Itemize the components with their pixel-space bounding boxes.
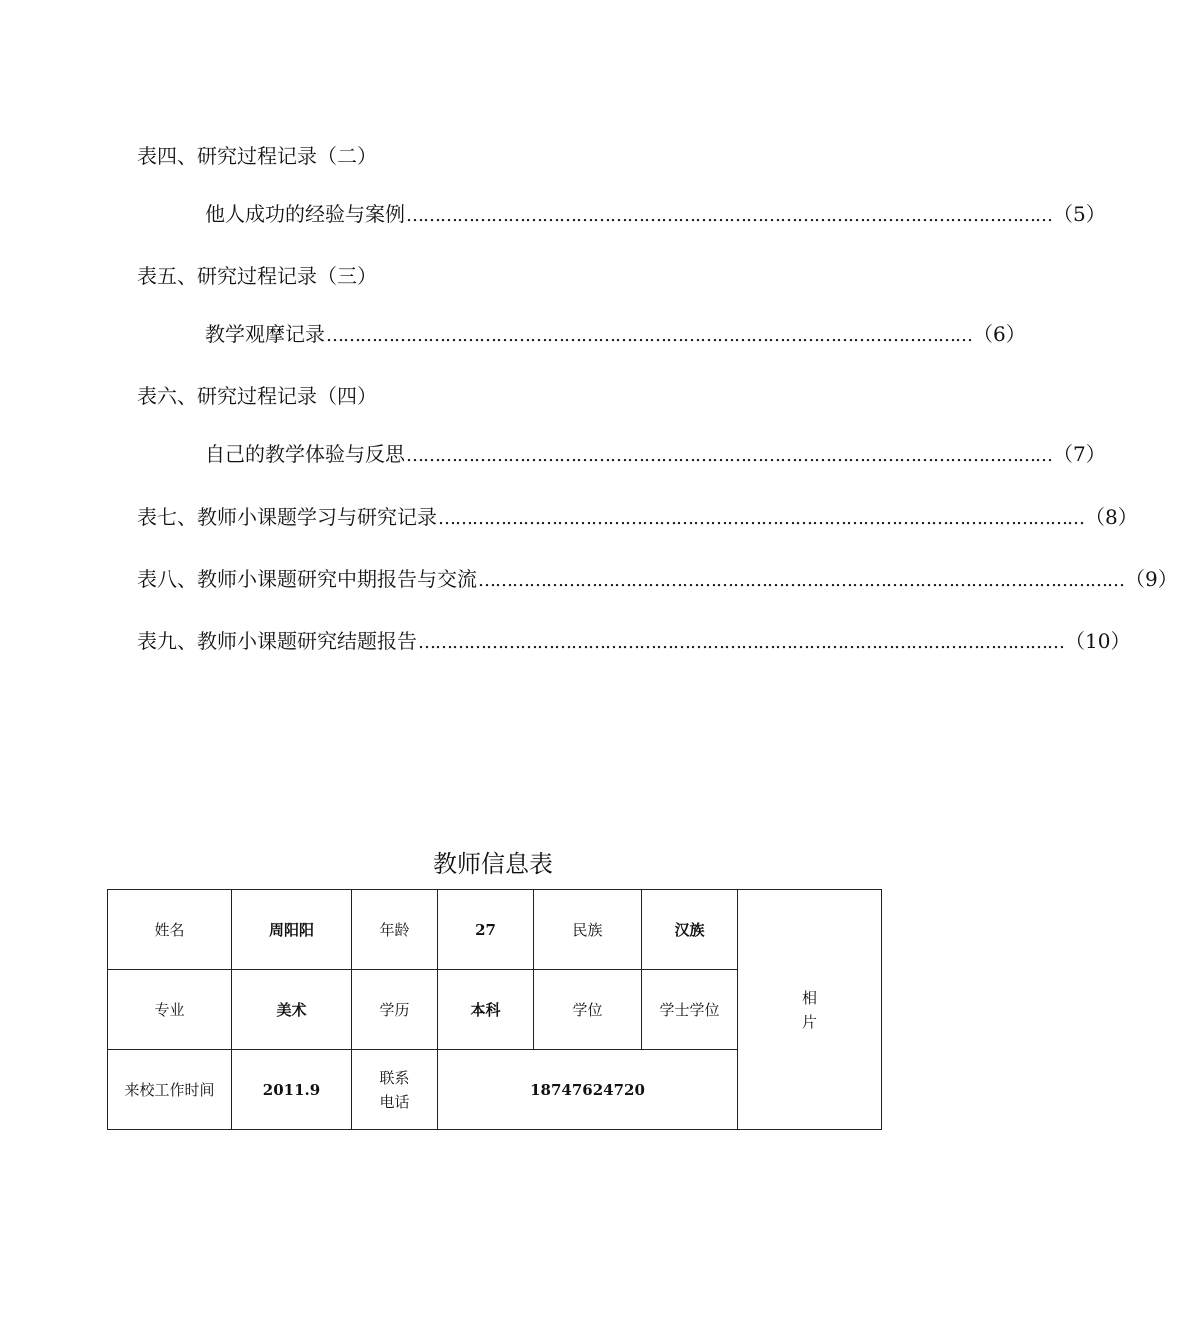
age-label: 年龄	[352, 890, 438, 970]
toc-page-number: （8）	[1085, 505, 1138, 529]
toc-entry-6[interactable]	[205, 322, 1026, 348]
toc-page-number: （10）	[1065, 629, 1131, 653]
major-label: 专业	[108, 970, 232, 1050]
toc-entry-label: 表九、教师小课题研究结题报告	[137, 629, 417, 653]
toc-page-number: （6）	[973, 322, 1026, 346]
toc-leader-dots: ……………………………………………………………………………………………………	[406, 205, 1052, 226]
toc-entry-5[interactable]	[205, 202, 1106, 228]
major-value: 美术	[232, 970, 352, 1050]
photo-label-line1: 相	[801, 988, 817, 1007]
toc-entry-label: 自己的教学体验与反思	[205, 442, 405, 466]
phone-value: 18747624720	[438, 1050, 738, 1130]
degree-value: 学士学位	[642, 970, 738, 1050]
toc-heading-6: 表六、研究过程记录（四）	[137, 384, 377, 408]
photo-cell	[738, 890, 882, 1130]
start-date-value: 2011.9	[232, 1050, 352, 1130]
toc-leader-dots: ……………………………………………………………………………………………………	[406, 445, 1052, 466]
info-table-title: 教师信息表	[433, 850, 553, 878]
toc-page-number: （5）	[1053, 202, 1106, 226]
name-label: 姓名	[108, 890, 232, 970]
ethnicity-label: 民族	[534, 890, 642, 970]
toc-heading-4: 表四、研究过程记录（二）	[137, 144, 377, 168]
age-value: 27	[438, 890, 534, 970]
toc-entry-label: 表八、教师小课题研究中期报告与交流	[137, 567, 477, 591]
table-row	[108, 890, 882, 970]
photo-label-line2: 片	[801, 1012, 817, 1031]
toc-entry-10[interactable]	[137, 629, 1131, 655]
toc-leader-dots: ……………………………………………………………………………………………………	[478, 570, 1124, 591]
phone-label-line2: 电话	[379, 1092, 410, 1111]
ethnicity-value: 汉族	[642, 890, 738, 970]
phone-label-line1: 联系	[379, 1068, 410, 1087]
toc-entry-9[interactable]	[137, 567, 1178, 593]
phone-label	[352, 1050, 438, 1130]
education-label: 学历	[352, 970, 438, 1050]
toc-entry-label: 他人成功的经验与案例	[205, 202, 405, 226]
toc-entry-label: 教学观摩记录	[205, 322, 325, 346]
degree-label: 学位	[534, 970, 642, 1050]
toc-entry-label: 表七、教师小课题学习与研究记录	[137, 505, 437, 529]
start-date-label: 来校工作时间	[108, 1050, 232, 1130]
toc-page-number: （7）	[1053, 442, 1106, 466]
toc-entry-8[interactable]	[137, 505, 1138, 531]
toc-page-number: （9）	[1125, 567, 1178, 591]
toc-leader-dots: ……………………………………………………………………………………………………	[418, 632, 1064, 653]
teacher-info-table	[107, 889, 882, 1130]
toc-heading-5: 表五、研究过程记录（三）	[137, 264, 377, 288]
education-value: 本科	[438, 970, 534, 1050]
toc-leader-dots: ……………………………………………………………………………………………………	[326, 325, 972, 346]
toc-entry-7[interactable]	[205, 442, 1106, 468]
name-value: 周阳阳	[232, 890, 352, 970]
toc-leader-dots: ……………………………………………………………………………………………………	[438, 508, 1084, 529]
